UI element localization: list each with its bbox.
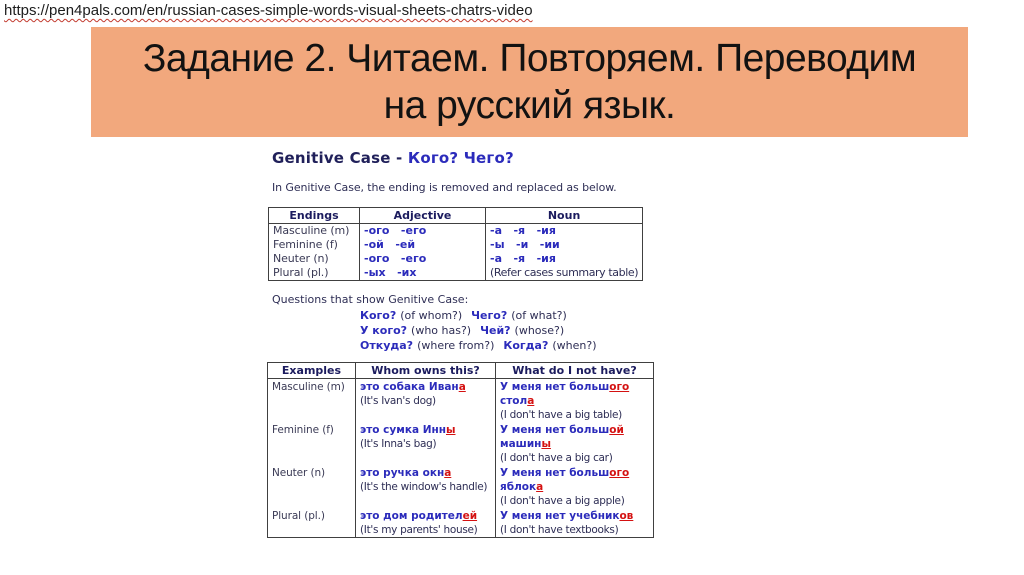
question-en: (whose?) (514, 324, 565, 337)
question-en: (of whom?) (400, 309, 463, 322)
endings-header-endings: Endings (269, 208, 360, 224)
english-translation: (I don't have a big car) (500, 452, 613, 464)
endings-header-row (269, 208, 643, 224)
owns-cell (356, 379, 496, 423)
intro-text: In Genitive Case, the ending is removed and replaced as below. (272, 181, 617, 194)
question-ru: Чей? (480, 324, 511, 337)
english-translation: (I don't have a big table) (500, 409, 622, 421)
table-row (268, 422, 654, 465)
examples-header-owns: Whom owns this? (356, 363, 496, 379)
row-label: Plural (pl.) (269, 266, 360, 281)
section-heading-en: Genitive Case - (272, 149, 408, 167)
questions-list (360, 308, 606, 353)
russian-phrase: это сумка Инны (360, 424, 456, 436)
slide-title-line-2: на русский язык. (383, 84, 676, 127)
noun-endings: -а -я -ия (486, 224, 643, 239)
table-row (268, 508, 654, 538)
slide-title-line-1: Задание 2. Читаем. Повторяем. Переводим (142, 37, 917, 80)
russian-phrase: это ручка окна (360, 467, 452, 479)
question-ru: Чего? (471, 309, 508, 322)
english-translation: (I don't have textbooks) (500, 524, 619, 536)
row-label: Masculine (m) (268, 379, 356, 423)
question-en: (where from?) (417, 339, 495, 352)
adjective-endings: -ого -его (360, 252, 486, 266)
table-row (268, 379, 654, 423)
noun-endings-note: (Refer cases summary table) (486, 266, 643, 281)
english-translation: (It's Inna's bag) (360, 438, 437, 450)
question-line (360, 308, 606, 323)
table-row (269, 266, 643, 281)
table-row (269, 224, 643, 239)
russian-phrase: У меня нет учебников (500, 510, 634, 522)
row-label: Plural (pl.) (268, 508, 356, 538)
english-translation: (It's Ivan's dog) (360, 395, 436, 407)
russian-phrase: У меня нет большого яблока (500, 467, 630, 493)
row-label: Masculine (m) (269, 224, 360, 239)
russian-phrase: это собака Ивана (360, 381, 466, 393)
owns-cell (356, 465, 496, 508)
examples-header-row (268, 363, 654, 379)
table-row (268, 465, 654, 508)
section-heading-ru: Кого? Чего? (407, 149, 514, 167)
have-cell (496, 508, 654, 538)
row-label: Neuter (n) (268, 465, 356, 508)
question-en: (of what?) (511, 309, 567, 322)
question-line (360, 338, 606, 353)
examples-header-have: What do I not have? (496, 363, 654, 379)
english-translation: (It's the window's handle) (360, 481, 488, 493)
owns-cell (356, 422, 496, 465)
slide-title-banner (91, 27, 968, 137)
endings-table (268, 207, 643, 281)
examples-table (267, 362, 654, 538)
question-ru: У кого? (360, 324, 408, 337)
adjective-endings: -ых -их (360, 266, 486, 281)
page-url[interactable]: https://pen4pals.com/en/russian-cases-simple-words-visual-sheets-chatrs-video (4, 2, 533, 19)
russian-phrase: это дом родителей (360, 510, 478, 522)
examples-header-examples: Examples (268, 363, 356, 379)
have-cell (496, 422, 654, 465)
table-row (269, 238, 643, 252)
adjective-endings: -ой -ей (360, 238, 486, 252)
noun-endings: -а -я -ия (486, 252, 643, 266)
have-cell (496, 379, 654, 423)
question-ru: Кого? (360, 309, 397, 322)
english-translation: (It's my parents' house) (360, 524, 478, 536)
question-line (360, 323, 606, 338)
question-en: (when?) (552, 339, 597, 352)
question-ru: Откуда? (360, 339, 414, 352)
question-ru: Когда? (503, 339, 549, 352)
endings-header-adjective: Adjective (360, 208, 486, 224)
russian-phrase: У меня нет большой машины (500, 424, 624, 450)
russian-phrase: У меня нет большого стола (500, 381, 630, 407)
row-label: Feminine (f) (268, 422, 356, 465)
noun-endings: -ы -и -ии (486, 238, 643, 252)
questions-intro: Questions that show Genitive Case: (272, 293, 469, 306)
section-heading (272, 149, 514, 167)
row-label: Feminine (f) (269, 238, 360, 252)
english-translation: (I don't have a big apple) (500, 495, 625, 507)
row-label: Neuter (n) (269, 252, 360, 266)
have-cell (496, 465, 654, 508)
owns-cell (356, 508, 496, 538)
question-en: (who has?) (411, 324, 472, 337)
table-row (269, 252, 643, 266)
adjective-endings: -ого -его (360, 224, 486, 239)
endings-header-noun: Noun (486, 208, 643, 224)
